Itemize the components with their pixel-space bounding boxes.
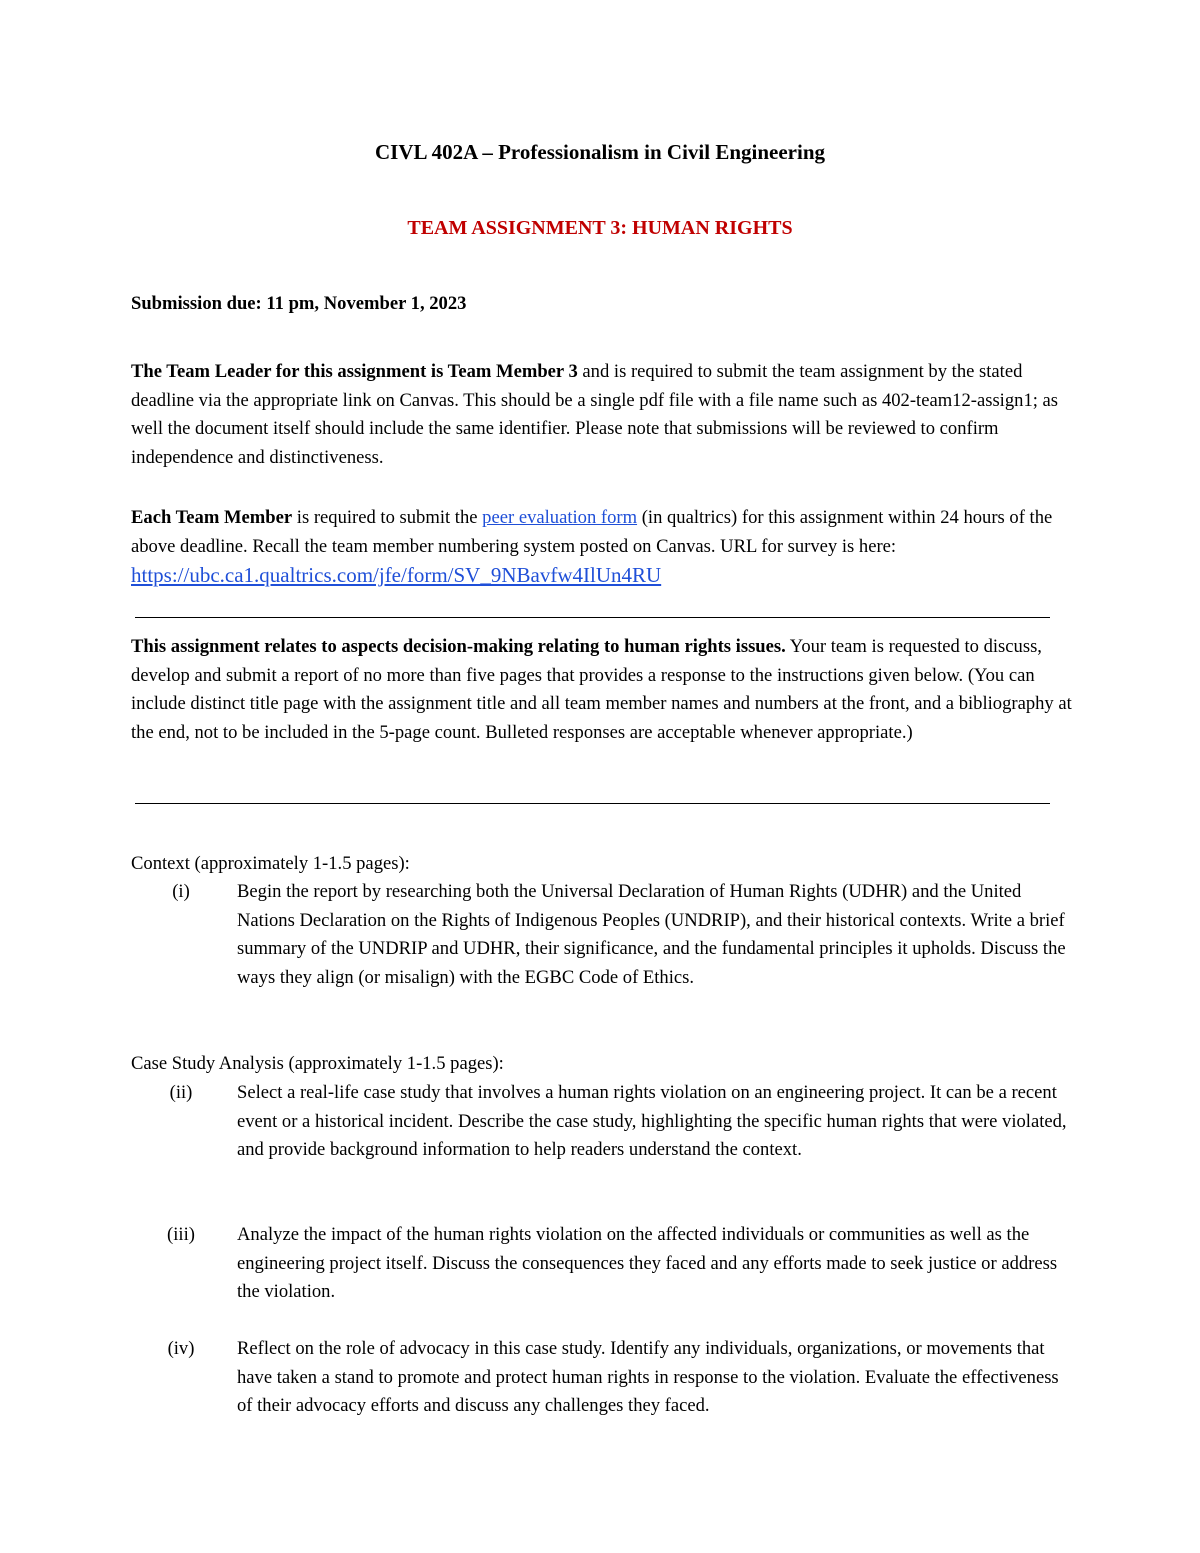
member-text-2: (in qualtrics) for this assignment within 24 hours of the above deadline. Recall the team member numbering system posted on Canvas. URL for survey is here: [131, 507, 1053, 557]
assignment-title: TEAM ASSIGNMENT 3: HUMAN RIGHTS [407, 217, 793, 239]
peer-evaluation-link[interactable]: peer evaluation form [482, 507, 638, 528]
context-heading: Context (approximately 1-1.5 pages): [131, 853, 410, 874]
item-number: (iii) [167, 1224, 195, 1245]
case-study-heading: Case Study Analysis (approximately 1-1.5 pages): [131, 1053, 504, 1074]
item-text: Analyze the impact of the human rights violation on the affected individuals or communities as well as the engineering project itself. Discuss the consequences they faced and any efforts made to seek justice or address the violation. [237, 1224, 1058, 1303]
member-text-1: is required to submit the [292, 507, 483, 528]
relates-paragraph [131, 633, 1076, 747]
submission-due: Submission due: 11 pm, November 1, 2023 [131, 293, 467, 314]
leader-bold-lead: The Team Leader for this assignment is Team Member 3 [131, 361, 578, 382]
relates-bold-lead: This assignment relates to aspects decision-making relating to human rights issues. [131, 636, 786, 657]
item-text: Reflect on the role of advocacy in this case study. Identify any individuals, organizations, or movements that have taken a stand to promote and protect human rights in response to the violation. Evaluate the effectiveness of their advocacy efforts and discuss any challenges they faced. [237, 1338, 1059, 1417]
member-bold-lead: Each Team Member [131, 507, 293, 528]
item-text: Select a real-life case study that involves a human rights violation on an engineering project. It can be a recent event or a historical incident. Describe the case study, highlighting the specific human rights that were violated, and provide background information to help readers understand the context. [237, 1082, 1067, 1161]
item-number: (ii) [169, 1082, 193, 1103]
member-paragraph [131, 504, 1076, 592]
divider-top [135, 617, 1050, 618]
item-text: Begin the report by researching both the Universal Declaration of Human Rights (UDHR) and the United Nations Declaration on the Rights of Indigenous Peoples (UNDRIP), and their historical contexts. Write a brief summary of the UNDRIP and UDHR, their significance, and the fundamental principles it upholds. Discuss the ways they align (or misalign) with the EGBC Code of Ethics. [237, 881, 1066, 988]
relates-text: Your team is requested to discuss, develop and submit a report of no more than five pages that provides a response to the instructions given below. (You can include distinct title page with the assignment title and all team member names and numbers at the front, and a bibliography at the end, not to be included in the 5-page count. Bulleted responses are acceptable whenever appropriate.) [131, 636, 1072, 743]
item-number: (iv) [167, 1338, 195, 1359]
leader-text: and is required to submit the team assignment by the stated deadline via the appropriate link on Canvas. This should be a single pdf file with a file name such as 402-team12-assign1; as well the document itself should include the same identifier. Please note that submissions will be reviewed to confirm independence and distinctiveness. [131, 361, 1059, 468]
survey-url-link[interactable]: https://ubc.ca1.qualtrics.com/jfe/form/SV_9NBavfw4IlUn4RU [131, 563, 662, 588]
course-title: CIVL 402A – Professionalism in Civil Engineering [375, 140, 825, 164]
item-number: (i) [172, 881, 190, 902]
divider-bottom [135, 803, 1050, 804]
leader-paragraph [131, 358, 1076, 472]
